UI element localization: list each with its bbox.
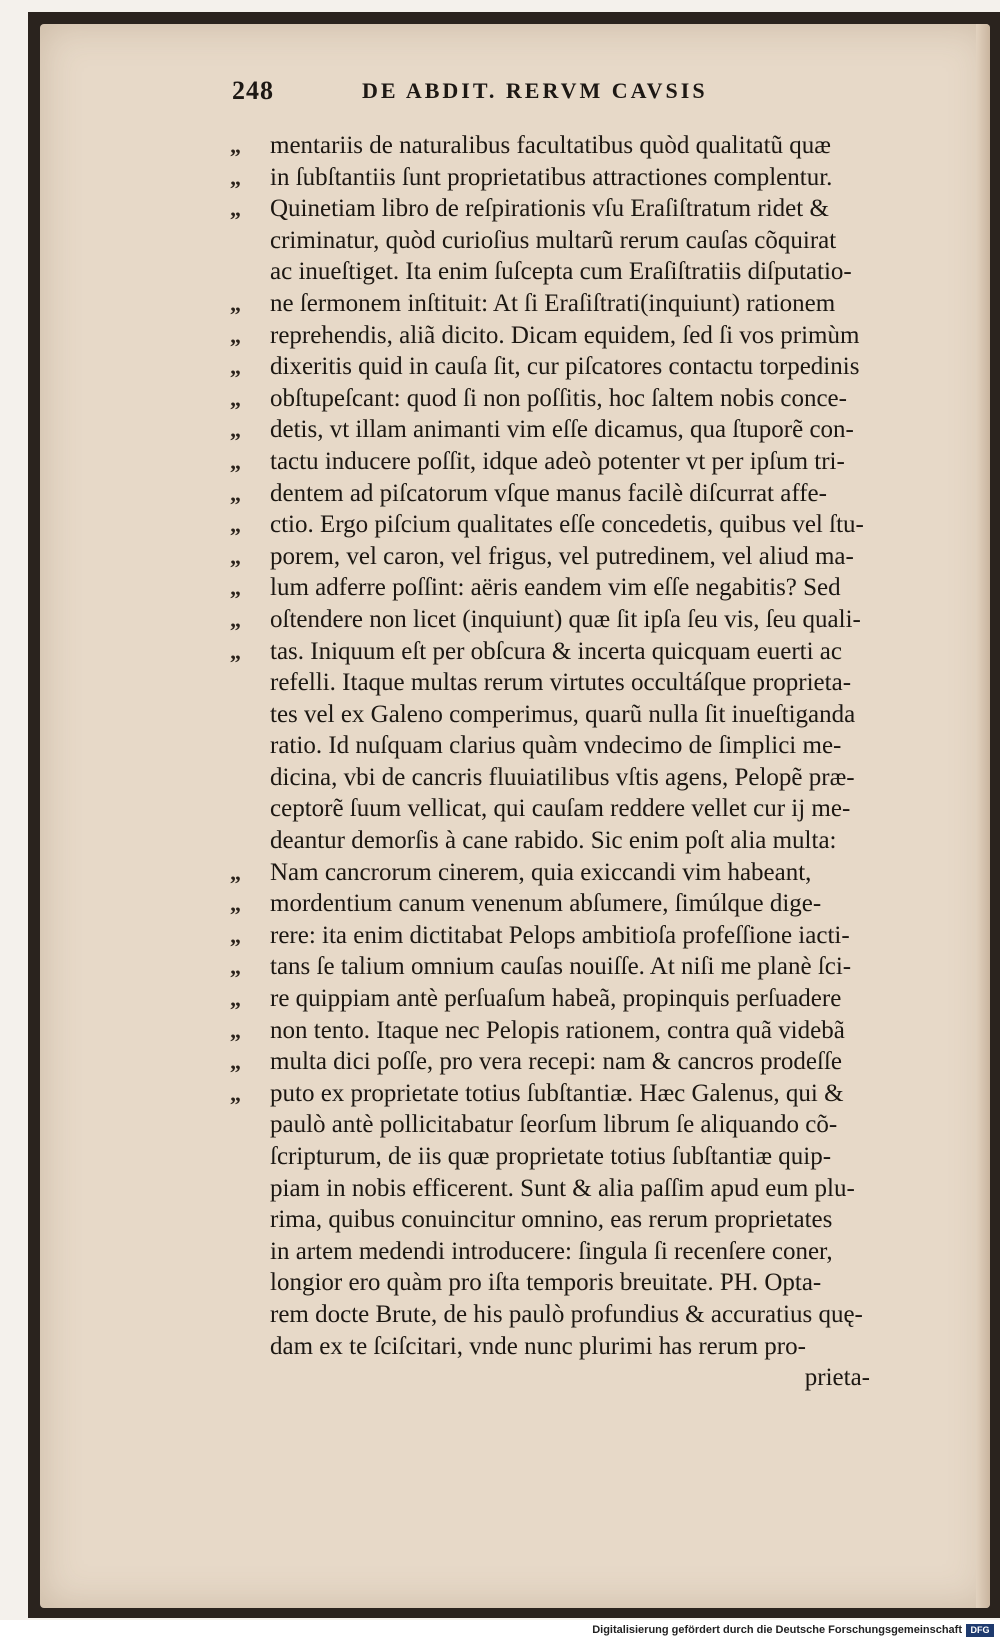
quotation-marker: „ (230, 954, 241, 980)
line-text: rima, quibus conuincitur omnino, eas rerum proprietates (270, 1206, 833, 1234)
quotation-marker: „ (230, 196, 241, 222)
line-text: in ſubſtantiis ſunt proprietatibus attractiones complentur. (270, 163, 833, 191)
text-line (230, 699, 930, 731)
line-text: ſcripturum, de iis quæ proprietate totius ſubſtantiæ quip- (270, 1143, 832, 1170)
text-line (230, 1109, 930, 1141)
line-text: longior ero quàm pro iſta temporis breuitate. PH. Opta- (270, 1269, 822, 1297)
text-line (230, 1204, 930, 1236)
line-text: obſtupeſcant: quod ſi non poſſitis, hoc ſaltem nobis conce- (270, 384, 847, 412)
catchword-line (230, 1362, 930, 1394)
catchword: prieta- (804, 1364, 870, 1392)
line-text: multa dici poſſe, pro vera recepi: nam & cancros prodeſſe (270, 1048, 842, 1076)
line-text: ne ſermonem inſtituit: At ſi Eraſiſtrati(inquiunt) rationem (270, 289, 836, 317)
quotation-marker: „ (230, 448, 241, 474)
quotation-marker: „ (230, 638, 241, 664)
running-title: DE ABDIT. RERVM CAVSIS (362, 78, 708, 103)
quotation-marker: „ (230, 322, 241, 348)
text-line (230, 667, 930, 699)
text-line (230, 920, 930, 952)
text-line (230, 730, 930, 762)
text-line (230, 1331, 930, 1363)
text-line (230, 857, 930, 889)
line-text: tans ſe talium omnium cauſas nouiſſe. At niſi me planè ſci- (270, 953, 852, 981)
line-text: deantur demorſis à cane rabido. Sic enim poſt alia multa: (270, 827, 837, 855)
text-line (230, 1046, 930, 1078)
text-line (230, 288, 930, 320)
text-line (230, 256, 930, 288)
quotation-marker: „ (230, 512, 241, 538)
line-text: ctio. Ergo piſcium qualitates eſſe concedetis, quibus vel ſtu- (270, 511, 864, 539)
text-line (230, 351, 930, 383)
quotation-marker: „ (230, 385, 241, 411)
line-text: piam in nobis efficerent. Sunt & alia paſſim apud eum plu- (270, 1174, 855, 1202)
text-line (230, 1236, 930, 1268)
text-line (230, 762, 930, 794)
line-text: oſtendere non licet (inquiunt) quæ ſit ipſa ſeu vis, ſeu quali- (270, 605, 861, 633)
quotation-marker: „ (230, 606, 241, 632)
page-header (232, 76, 812, 112)
text-line (230, 446, 930, 478)
text-line (230, 478, 930, 510)
line-text: Nam cancrorum cinerem, quia exiccandi vim habeant, (270, 858, 812, 886)
text-line (230, 193, 930, 225)
text-line (230, 1141, 930, 1173)
line-text: porem, vel caron, vel frigus, vel putredinem, vel aliud ma- (270, 542, 854, 570)
text-line (230, 604, 930, 636)
quotation-marker: „ (230, 1080, 241, 1106)
quotation-marker: „ (230, 1049, 241, 1075)
line-text: ratio. Id nuſquam clarius quàm vndecimo de ſimplici me- (270, 732, 842, 760)
text-line (230, 414, 930, 446)
text-line (230, 825, 930, 857)
line-text: mordentium canum venenum abſumere, ſimúlque dige- (270, 890, 822, 918)
text-line (230, 1267, 930, 1299)
text-line (230, 1078, 930, 1110)
body-text (230, 130, 930, 1394)
text-line (230, 130, 930, 162)
line-text: reprehendis, aliã dicito. Dicam equidem, ſed ſi vos primùm (270, 321, 860, 349)
quotation-marker: „ (230, 480, 241, 506)
quotation-marker: „ (230, 1017, 241, 1043)
line-text: dentem ad piſcatorum vſque manus facilè diſcurrat affe- (270, 479, 827, 507)
text-line (230, 1299, 930, 1331)
quotation-marker: „ (230, 290, 241, 316)
quotation-marker: „ (230, 133, 241, 158)
quotation-marker: „ (230, 575, 241, 601)
text-line (230, 320, 930, 352)
quotation-marker: „ (230, 164, 241, 190)
line-text: rere: ita enim dictitabat Pelops ambitioſa profeſſione iacti- (270, 921, 850, 949)
text-line (230, 888, 930, 920)
line-text: detis, vt illam animanti vim eſſe dicamus, qua ſtuporẽ con- (270, 416, 854, 444)
quotation-marker: „ (230, 922, 241, 948)
quotation-marker: „ (230, 986, 241, 1012)
line-text: mentariis de naturalibus facultatibus quòd qualitatũ quæ (270, 132, 831, 159)
text-line (230, 1015, 930, 1047)
text-line (230, 636, 930, 668)
quotation-marker: „ (230, 354, 241, 380)
text-line (230, 572, 930, 604)
line-text: tes vel ex Galeno comperimus, quarũ nulla ſit inueſtiganda (270, 700, 856, 728)
text-line (230, 383, 930, 415)
text-line (230, 951, 930, 983)
line-text: rem docte Brute, de his paulò profundius & accuratius quę- (270, 1300, 863, 1328)
page-number: 248 (232, 76, 274, 105)
text-line (230, 162, 930, 194)
line-text: non tento. Itaque nec Pelopis rationem, contra quã videbã (270, 1016, 845, 1044)
text-line (230, 983, 930, 1015)
funding-credit: Digitalisierung gefördert durch die Deutsche Forschungsgemeinschaft (592, 1624, 962, 1636)
line-text: re quippiam antè perſuaſum habeã, propinquis perſuadere (270, 985, 842, 1013)
line-text: criminatur, quòd curioſius multarũ rerum cauſas cõquirat (270, 226, 837, 254)
line-text: dixeritis quid in cauſa ſit, cur piſcatores contactu torpedinis (270, 353, 860, 381)
text-line (230, 225, 930, 257)
text-line (230, 541, 930, 573)
footer-bar (0, 1620, 1000, 1643)
quotation-marker: „ (230, 543, 241, 569)
line-text: Quinetiam libro de reſpirationis vſu Eraſiſtratum ridet & (270, 195, 829, 223)
line-text: lum adferre poſſint: aëris eandem vim eſſe negabitis? Sed (270, 574, 841, 602)
line-text: dam ex te ſciſcitari, vnde nunc plurimi has rerum pro- (270, 1332, 806, 1360)
quotation-marker: „ (230, 417, 241, 443)
dfg-logo: DFG (966, 1624, 994, 1637)
line-text: in artem medendi introducere: ſingula ſi recenſere coner, (270, 1237, 833, 1265)
text-line (230, 793, 930, 825)
page-edge (976, 24, 990, 1608)
line-text: refelli. Itaque multas rerum virtutes occultáſque proprieta- (270, 669, 852, 697)
line-text: ceptorẽ ſuum vellicat, qui cauſam reddere vellet cur ij me- (270, 795, 851, 823)
line-text: ac inueſtiget. Ita enim ſuſcepta cum Eraſiſtratiis diſputatio- (270, 258, 852, 286)
line-text: tas. Iniquum eſt per obſcura & incerta quicquam euerti ac (270, 637, 842, 665)
quotation-marker: „ (230, 891, 241, 917)
line-text: tactu inducere poſſit, idque adeò potenter vt per ipſum tri- (270, 447, 845, 475)
line-text: dicina, vbi de cancris fluuiatilibus vſtis agens, Pelopẽ præ- (270, 763, 855, 791)
text-line (230, 509, 930, 541)
line-text: puto ex proprietate totius ſubſtantiæ. Hæc Galenus, qui & (270, 1079, 844, 1107)
line-text: paulò antè pollicitabatur ſeorſum librum ſe aliquando cõ- (270, 1111, 838, 1139)
text-line (230, 1173, 930, 1205)
quotation-marker: „ (230, 859, 241, 885)
